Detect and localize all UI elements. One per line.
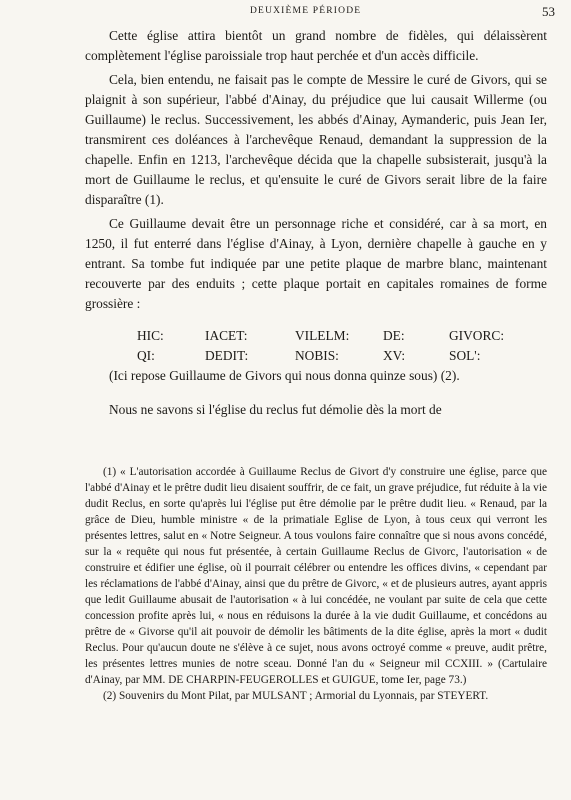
main-text <box>85 26 547 420</box>
footnotes <box>85 464 547 704</box>
inscription-translation: (Ici repose Guillaume de Givors qui nous donna quinze sous) (2). <box>109 368 460 383</box>
inscription-word: DEDIT: <box>205 348 249 363</box>
inscription-row-1 <box>137 326 547 346</box>
inscription-word: GIVORC: <box>449 328 505 343</box>
inscription-word: VILELM: <box>295 328 350 343</box>
inscription-word: HIC: <box>137 328 164 343</box>
inscription-word: XV: <box>383 348 406 363</box>
page-header <box>0 4 571 20</box>
paragraph-1: Cette église attira bientôt un grand nombre de fidèles, qui délaissèrent complètement l'église paroissiale trop haut perchée et d'un accès difficile. <box>85 28 547 63</box>
running-title: DEUXIÈME PÉRIODE <box>250 6 362 16</box>
tomb-inscription <box>137 326 547 366</box>
inscription-word: DE: <box>383 328 405 343</box>
inscription-word: QI: <box>137 348 155 363</box>
inscription-row-2 <box>137 346 547 366</box>
paragraph-3: Ce Guillaume devait être un personnage riche et considéré, car à sa mort, en 1250, il fut enterré dans l'église d'Ainay, à Lyon, dernière chapelle à gauche en y entrant. Sa tombe fut indiquée par une petite plaque de marbre blanc, maintenant recouverte par des enduits ; cette plaque portait en capitales romaines de forme grossière : <box>85 216 547 311</box>
footnote-2: (2) Souvenirs du Mont Pilat, par MULSANT ; Armorial du Lyonnais, par STEYERT. <box>103 690 489 702</box>
inscription-word: NOBIS: <box>295 348 339 363</box>
inscription-word: IACET: <box>205 328 248 343</box>
paragraph-4: Nous ne savons si l'église du reclus fut démolie dès la mort de <box>109 402 442 417</box>
footnote-1: (1) « L'autorisation accordée à Guillaume Reclus de Givort d'y construire une église, parce que l'abbé d'Ainay et le prêtre dudit lieu disaient souffrir, de ce fait, un grave préjudice, fut réduite à la vie dudit Reclus, en sorte qu'après lui l'église put être démolie par le prêtre dudit lieu. « Renaud, par la grâce de Dieu, humble ministre « de la primatiale Eglise de Lyon, à tous ceux qui verront les présentes lettres, salut en « Notre Seigneur. A tous voulons faire connaître que si nous avons concédé, sur la « requête qui nous fut présentée, à certain Guillaume Reclus de Givorc, l'autorisation « de construire et édifier une église, où il pourrait célébrer ou entendre les offices divins, « cependant par les réclamations de l'abbé d'Ainay, ainsi que du prêtre de Givorc, « et de plusieurs autres, ayant appris que ledit Guillaume abusait de l'autorisation « à lui concédée, ne voulant par suite de cela que cette concession profite après lui, « nous en réduisons la durée à la vie dudit Guillaume, et concédons au prêtre de « Givorse qu'il ait pouvoir de démolir les bâtiments de la dite église, après la mort « dudit Reclus. Pour qu'aucun doute ne s'élève à ce sujet, nous avons octroyé comme « preuve, audit prêtre, les présentes lettres munies de notre sceau. Donné l'an du « Seigneur mil CCXIII. » (Cartulaire d'Ainay, par MM. DE CHARPIN-FEUGEROLLES et GUIGUE, tome Ier, page 73.) <box>85 466 547 686</box>
inscription-word: SOL': <box>449 348 481 363</box>
page-number: 53 <box>542 4 555 19</box>
paragraph-2: Cela, bien entendu, ne faisait pas le compte de Messire le curé de Givors, qui se plaignit à son supérieur, l'abbé d'Ainay, du préjudice que lui causait Willerme (ou Guillaume) le reclus. Successivement, les abbés d'Ainay, Aymanderic, puis Jean Ier, transmirent ces doléances à l'archevêque Renaud, demandant la suppression de la chapelle. Enfin en 1213, l'archevêque décida que la chapelle subsisterait, jusqu'à la mort de Guillaume le reclus, et qu'ensuite le curé de Givors serait libre de la faire disparaître (1). <box>85 72 547 207</box>
